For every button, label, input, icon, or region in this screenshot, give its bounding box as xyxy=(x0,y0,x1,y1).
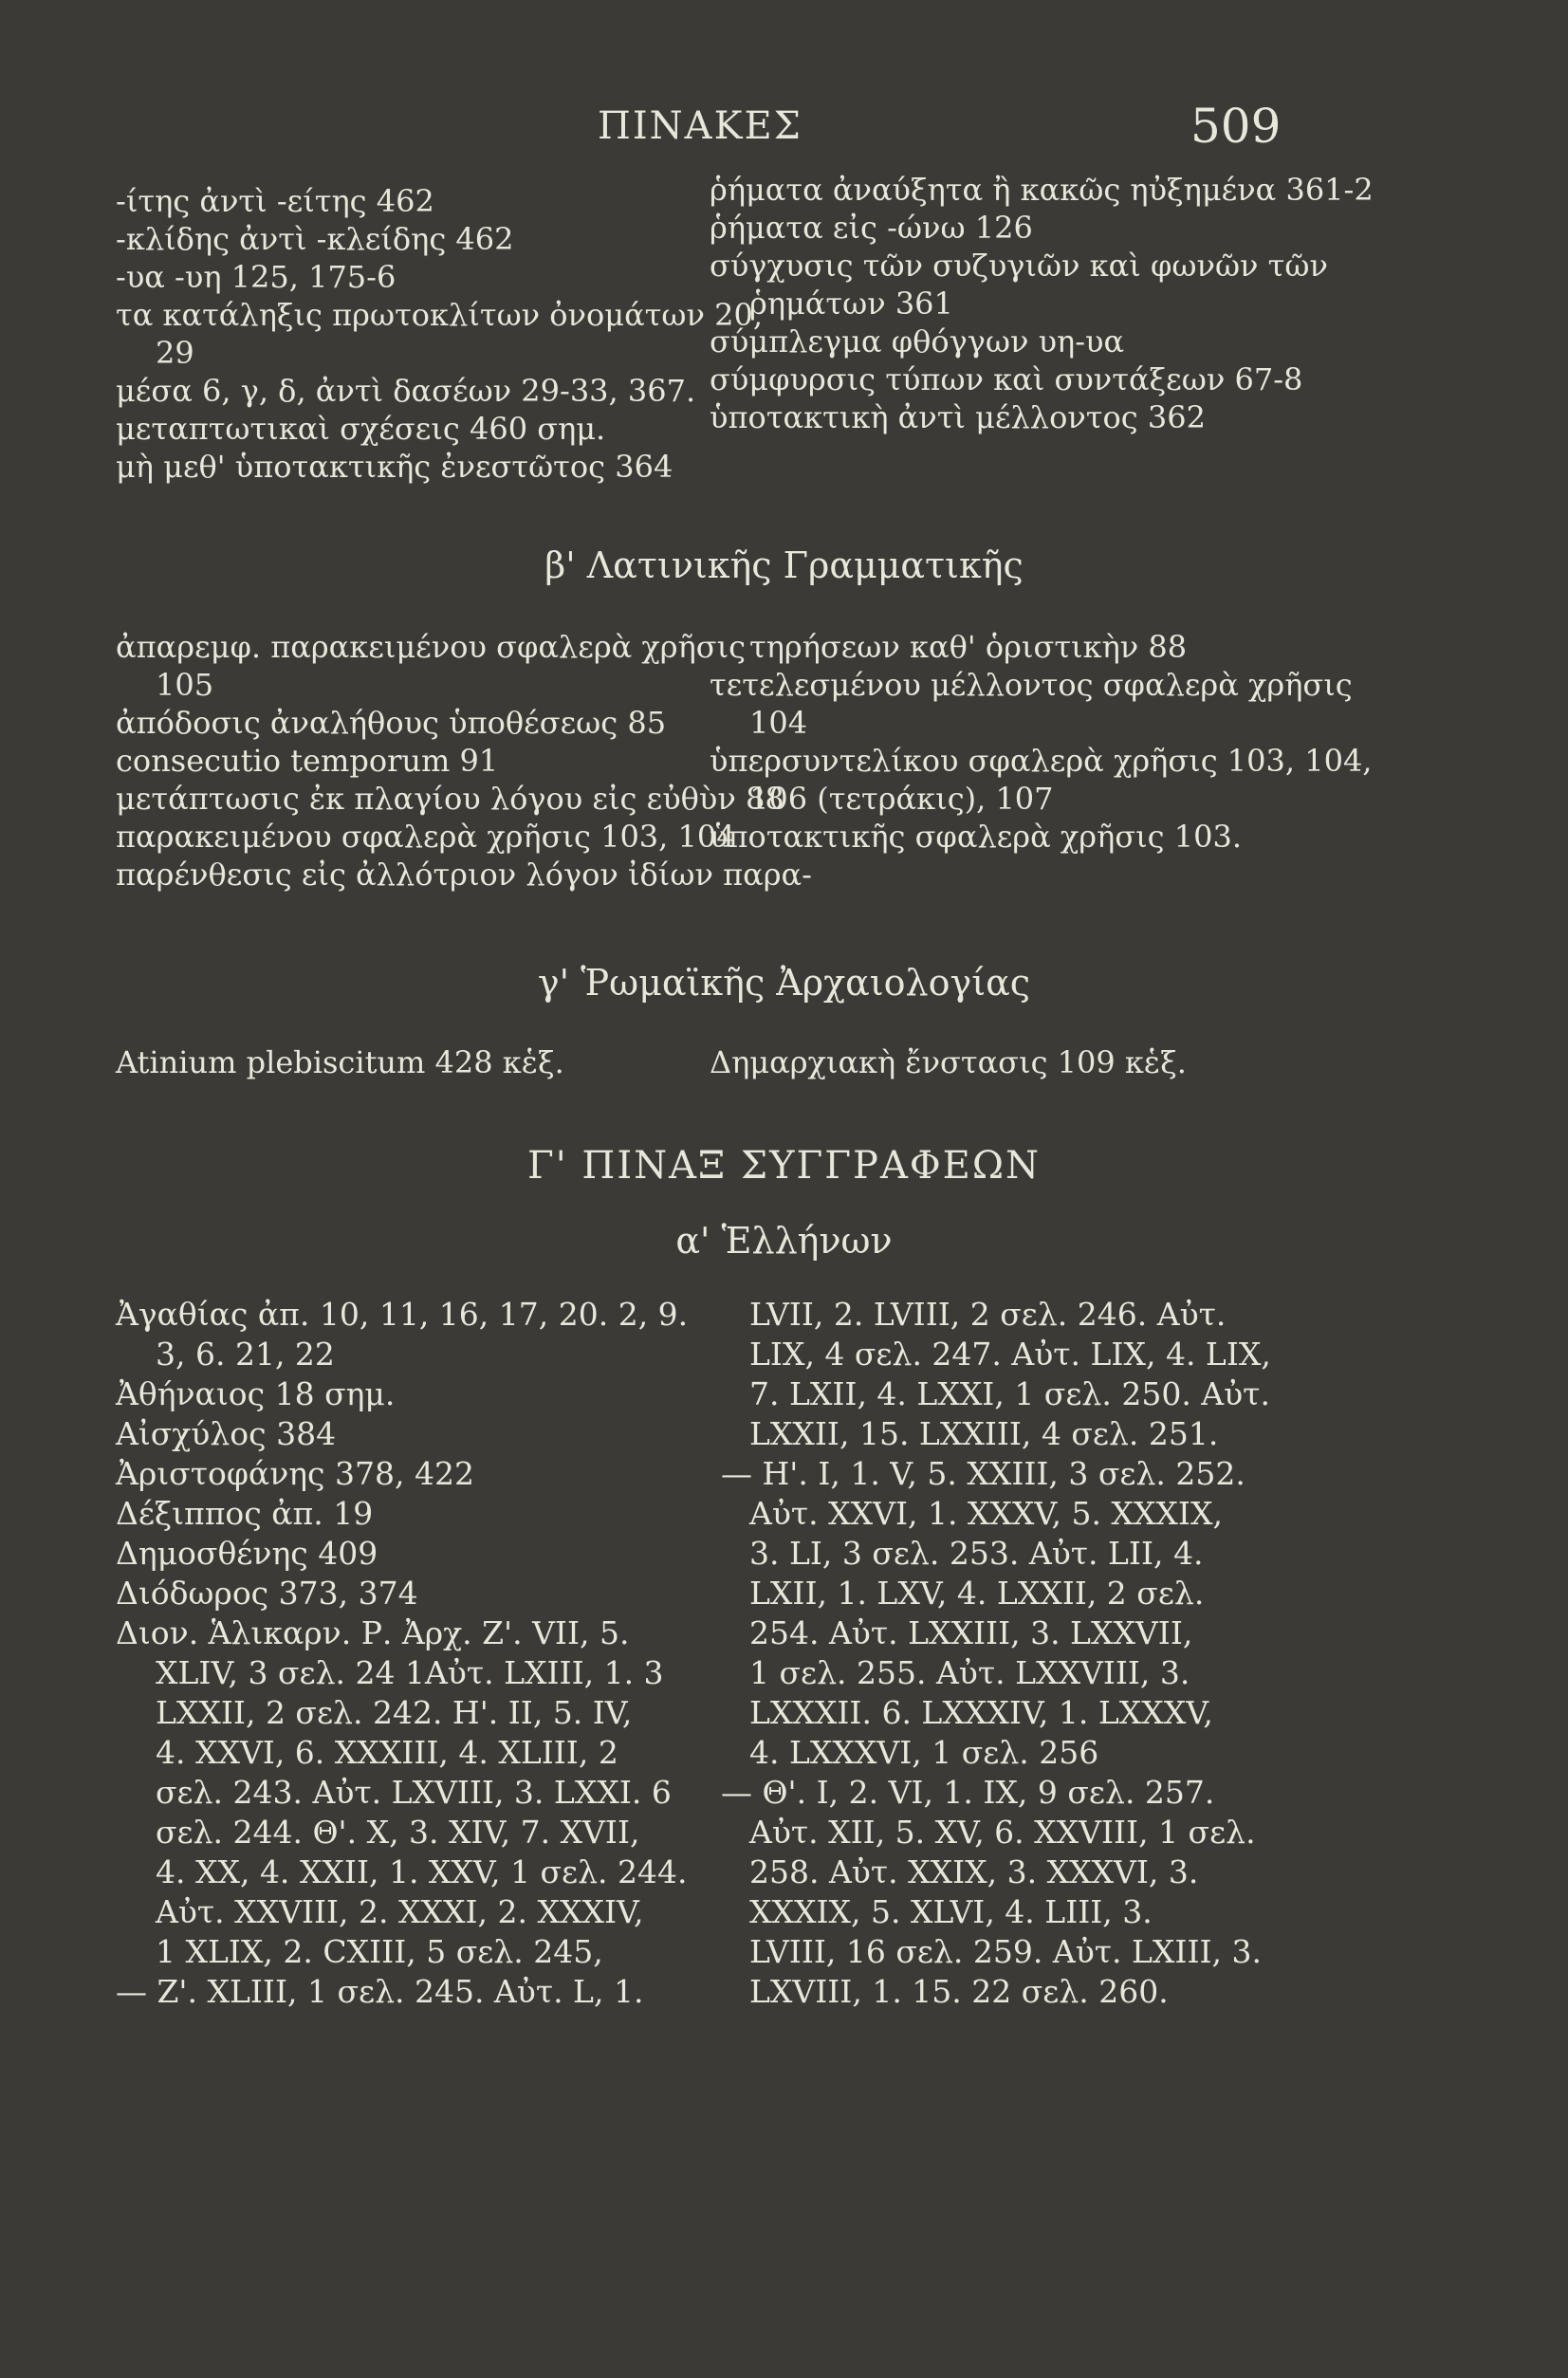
section-heading-roman-archaeology: γ' Ῥωμαϊκῆς Ἀρχαιολογίας xyxy=(537,962,1031,1004)
index-entry: Atinium plebiscitum 428 κἑξ. xyxy=(116,1044,564,1080)
author-entry: Δημοσθένης 409 xyxy=(116,1535,378,1572)
author-entry: Διον. Ἁλικαρν. Ρ. Ἀρχ. Ζ'. VII, 5. xyxy=(116,1614,630,1651)
index-entry: 106 (τετράκις), 107 xyxy=(749,781,1054,817)
author-entry: — Ζ'. XLIII, 1 σελ. 245. Αὐτ. L, 1. xyxy=(116,1973,644,2010)
index-entry: ἀπόδοσις ἀναλήθους ὑποθέσεως 85 xyxy=(116,705,667,741)
index-entry: ῥήματα ἀναύξητα ἢ κακῶς ηὐξημένα 361-2 xyxy=(710,172,1374,208)
index-entry: παρακειμένου σφαλερὰ χρῆσις 103, 104 xyxy=(116,819,736,855)
author-entry: LXVIII, 1. 15. 22 σελ. 260. xyxy=(749,1973,1169,2010)
running-title: ΠΙΝΑΚΕΣ xyxy=(598,104,802,148)
author-entry: 258. Αὐτ. XXIX, 3. XXXVI, 3. xyxy=(749,1853,1199,1890)
author-entry: LVIII, 16 σελ. 259. Αὐτ. LXIII, 3. xyxy=(749,1933,1262,1970)
author-entry: 1 σελ. 255. Αὐτ. LXXVIII, 3. xyxy=(749,1654,1190,1691)
author-entry: Διόδωρος 373, 374 xyxy=(116,1575,418,1612)
author-entry: LXXXII. 6. LXXXIV, 1. LXXXV, xyxy=(749,1694,1213,1731)
author-entry: LXXII, 2 σελ. 242. Η'. II, 5. IV, xyxy=(156,1694,633,1731)
index-entry: μὴ μεθ' ὑποτακτικῆς ἐνεστῶτος 364 xyxy=(116,449,673,485)
author-entry: 4. XX, 4. XXII, 1. XXV, 1 σελ. 244. xyxy=(156,1853,688,1890)
index-entry: -κλίδης ἀντὶ -κλείδης 462 xyxy=(116,221,514,257)
index-entry: ῥημάτων 361 xyxy=(749,286,953,322)
index-entry: σύμφυρσις τύπων καὶ συντάξεων 67-8 xyxy=(710,361,1303,397)
index-title: Γ' ΠΙΝΑΞ ΣΥΓΓΡΑΦΕΩΝ xyxy=(526,1144,1042,1188)
author-entry: Ἀγαθίας ἀπ. 10, 11, 16, 17, 20. 2, 9. xyxy=(116,1296,689,1333)
author-entry: 1 XLIX, 2. CXIII, 5 σελ. 245, xyxy=(156,1933,603,1970)
author-entry: Αἰσχύλος 384 xyxy=(116,1415,337,1452)
index-entry: τετελεσμένου μέλλοντος σφαλερὰ χρῆσις xyxy=(710,667,1353,703)
authors-right-column xyxy=(721,1295,1271,2012)
index-entry: 105 xyxy=(156,667,214,703)
author-entry: Αὐτ. XII, 5. XV, 6. XXVIII, 1 σελ. xyxy=(749,1814,1256,1851)
author-entry: — Η'. I, 1. V, 5. XXIII, 3 σελ. 252. xyxy=(721,1455,1245,1492)
author-entry: σελ. 243. Αὐτ. LXVIII, 3. LXXI. 6 xyxy=(156,1774,672,1811)
author-entry: Αὐτ. XXVIII, 2. XXXI, 2. XXXIV, xyxy=(156,1893,644,1930)
section-b-left-column xyxy=(116,628,812,894)
index-entry: ὑποτακτικὴ ἀντὶ μέλλοντος 362 xyxy=(710,399,1206,435)
author-entry: Δέξιππος ἀπ. 19 xyxy=(116,1495,374,1532)
author-entry: 4. LXXXVI, 1 σελ. 256 xyxy=(749,1734,1099,1771)
author-entry: 3, 6. 21, 22 xyxy=(156,1336,335,1373)
page-number: 509 xyxy=(1190,99,1282,154)
author-entry: Αὐτ. XXVI, 1. XXXV, 5. XXXIX, xyxy=(749,1495,1223,1532)
index-entry: σύμπλεγμα φθόγγων υη-υα xyxy=(710,323,1125,359)
index-entry: μετάπτωσις ἐκ πλαγίου λόγου εἰς εὐθὺν 88 xyxy=(116,781,784,817)
index-entry: ἀπαρεμφ. παρακειμένου σφαλερὰ χρῆσις xyxy=(116,629,747,665)
section-heading-latin-grammar: β' Λατινικῆς Γραμματικῆς xyxy=(544,544,1024,586)
author-entry: LIX, 4 σελ. 247. Αὐτ. LIX, 4. LIX, xyxy=(749,1336,1271,1373)
authors-left-column xyxy=(116,1295,688,2012)
author-entry: 3. LI, 3 σελ. 253. Αὐτ. LII, 4. xyxy=(749,1535,1204,1572)
index-entry: τηρήσεων καθ' ὁριστικὴν 88 xyxy=(749,629,1188,665)
index-entry: Δημαρχιακὴ ἔνστασις 109 κἑξ. xyxy=(710,1044,1187,1080)
index-entry: ὑπερσυντελίκου σφαλερὰ χρῆσις 103, 104, xyxy=(710,743,1373,779)
subsection-heading-greeks: α' Ἑλλήνων xyxy=(675,1220,893,1262)
index-entry: 104 xyxy=(749,705,808,741)
author-entry: 254. Αὐτ. LXXIII, 3. LXXVII, xyxy=(749,1614,1193,1651)
author-entry: XXXIX, 5. XLVI, 4. LIII, 3. xyxy=(749,1893,1153,1930)
index-entry: -υα -υη 125, 175-6 xyxy=(116,259,397,295)
index-entry: ῥήματα εἰς -ώνω 126 xyxy=(710,210,1033,246)
index-entry: τα κατάληξις πρωτοκλίτων ὀνομάτων 20, xyxy=(116,297,763,333)
section-a-left-column xyxy=(116,182,763,486)
index-entry: ὑποτακτικῆς σφαλερὰ χρῆσις 103. xyxy=(710,819,1242,855)
section-a-right-column xyxy=(710,171,1374,436)
author-entry: LVII, 2. LVIII, 2 σελ. 246. Αὐτ. xyxy=(749,1296,1227,1333)
index-entry: 29 xyxy=(156,335,194,371)
index-entry: consecutio temporum 91 xyxy=(116,743,499,779)
author-entry: XLIV, 3 σελ. 24 1Αὐτ. LXIII, 1. 3 xyxy=(156,1654,664,1691)
author-entry: 4. XXVI, 6. XXXIII, 4. XLIII, 2 xyxy=(156,1734,618,1771)
author-entry: LXII, 1. LXV, 4. LXXII, 2 σελ. xyxy=(749,1575,1205,1612)
author-entry: — Θ'. I, 2. VI, 1. IX, 9 σελ. 257. xyxy=(721,1774,1215,1811)
author-entry: σελ. 244. Θ'. X, 3. XIV, 7. XVII, xyxy=(156,1814,640,1851)
index-entry: σύγχυσις τῶν συζυγιῶν καὶ φωνῶν τῶν xyxy=(710,248,1328,284)
index-entry: μεταπτωτικαὶ σχέσεις 460 σημ. xyxy=(116,411,606,447)
section-b-right-column xyxy=(710,628,1372,856)
running-head xyxy=(0,99,1568,161)
index-entry: μέσα 6, γ, δ, ἀντὶ δασέων 29-33, 367. xyxy=(116,373,696,409)
index-entry: -ίτης ἀντὶ -είτης 462 xyxy=(116,183,434,219)
author-entry: Ἀθήναιος 18 σημ. xyxy=(116,1375,396,1412)
author-entry: Ἀριστοφάνης 378, 422 xyxy=(116,1455,474,1492)
author-entry: 7. LXII, 4. LXXI, 1 σελ. 250. Αὐτ. xyxy=(749,1375,1270,1412)
index-entry: παρένθεσις εἰς ἀλλότριον λόγον ἰδίων παρα- xyxy=(116,857,812,893)
author-entry: LXXII, 15. LXXIII, 4 σελ. 251. xyxy=(749,1415,1219,1452)
